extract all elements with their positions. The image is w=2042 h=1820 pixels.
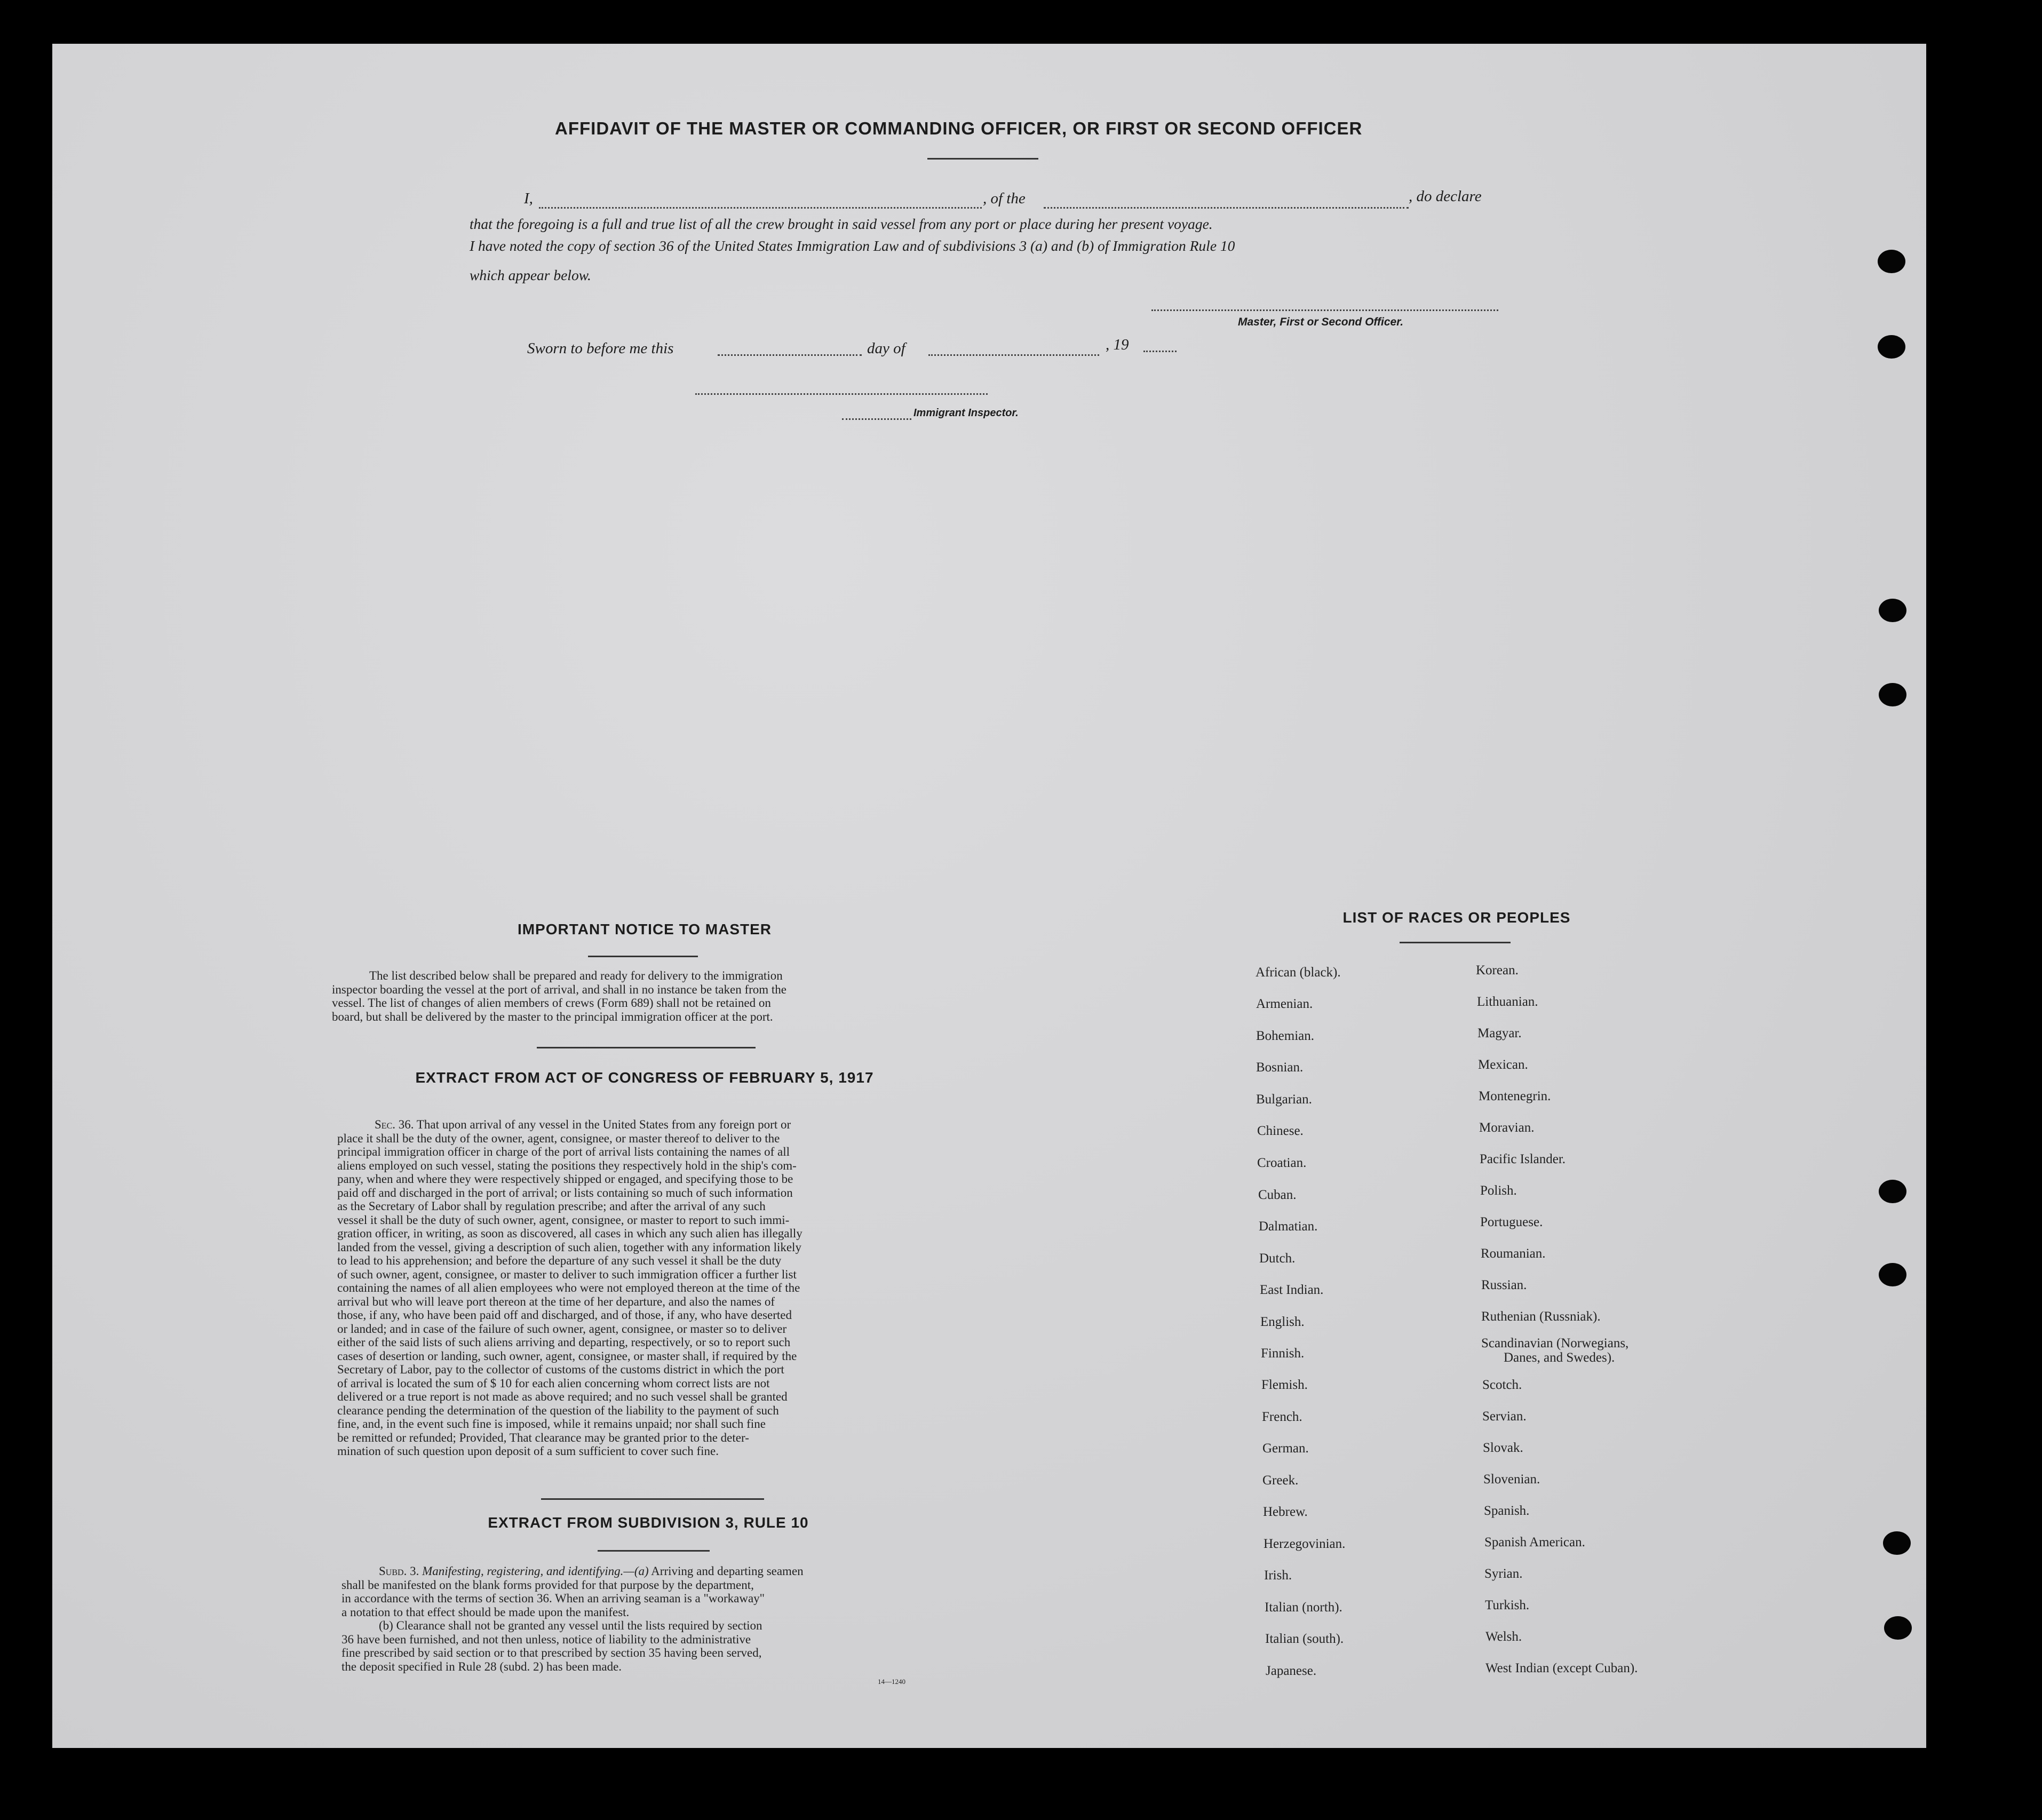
race-item: Korean. [1476, 963, 1519, 977]
act-line: arrival but who will leave port thereon at the time of her departure, and also the names of [337, 1294, 775, 1308]
affidavit-line4: which appear below. [470, 267, 591, 283]
notice-paragraph [332, 969, 959, 1023]
divider [541, 1498, 764, 1500]
act-line [337, 1118, 962, 1132]
race-item: Chinese. [1257, 1124, 1304, 1138]
race-item: German. [1262, 1441, 1309, 1456]
affidavit-declare-label: , do declare [1409, 188, 1482, 205]
notice-line: inspector boarding the vessel at the port of arrival, and shall in no instance be taken from the [332, 982, 787, 996]
rule-line: in accordance with the terms of section 36. When an arriving seaman is a "workaway" [341, 1592, 765, 1605]
affidavit-i-label: I, [524, 190, 533, 207]
inspector-signature-field[interactable] [695, 393, 988, 395]
officer-signature-label: Master, First or Second Officer. [1238, 316, 1404, 328]
race-item: Dutch. [1259, 1251, 1296, 1266]
race-item: Greek. [1262, 1473, 1299, 1488]
race-item: Flemish. [1261, 1378, 1308, 1392]
act-line: paid off and discharged in the port of arrival; or lists containing so much of such information [337, 1186, 793, 1199]
race-item: African (black). [1256, 965, 1341, 980]
form-sheet [52, 44, 1926, 1748]
race-item: Lithuanian. [1477, 995, 1538, 1009]
race-item: Dalmatian. [1259, 1219, 1318, 1234]
race-item: Armenian. [1256, 997, 1313, 1011]
officer-signature-field[interactable] [1151, 309, 1498, 311]
affidavit-line3: I have noted the copy of section 36 of the United States Immigration Law and of subdivisions 3 (a) and (b) of Immigration Rule 10 [470, 237, 1235, 254]
race-item: Ruthenian (Russniak). [1481, 1309, 1601, 1324]
affidavit-title: AFFIDAVIT OF THE MASTER OR COMMANDING OFFICER, OR FIRST OR SECOND OFFICER [555, 118, 1363, 138]
race-item: Finnish. [1261, 1346, 1305, 1361]
rule-line-text: Arriving and departing seamen [648, 1564, 804, 1578]
race-item: East Indian. [1260, 1283, 1324, 1297]
divider [537, 1047, 756, 1048]
act-line: containing the names of all alien employees who were not employed thereon at the time of the [337, 1281, 800, 1294]
act-line: those, if any, who have been paid off and discharged, and of those, if any, who have deserted [337, 1308, 792, 1322]
rule-line: fine prescribed by said section or to that prescribed by section 35 having been served, [341, 1646, 762, 1659]
race-item: Portuguese. [1480, 1215, 1543, 1229]
race-item: Pacific Islander. [1480, 1152, 1566, 1166]
punch-hole [1878, 335, 1905, 359]
race-item: French. [1262, 1410, 1302, 1424]
race-item: Spanish American. [1484, 1535, 1585, 1549]
act-line: of such owner, agent, consignee, or master to deliver to such immigration officer a further list [337, 1267, 797, 1281]
sworn-month-field[interactable] [928, 354, 1099, 356]
punch-hole [1879, 683, 1906, 706]
race-item: Croatian. [1257, 1156, 1307, 1170]
rule-line: shall be manifested on the blank forms provided for that purpose by the department, [341, 1578, 754, 1592]
punch-hole [1884, 1616, 1912, 1640]
inspector-name-field[interactable] [842, 418, 911, 420]
act-line-text: That upon arrival of any vessel in the United States from any foreign port or [414, 1118, 791, 1131]
race-item: Russian. [1481, 1278, 1527, 1292]
race-item: West Indian (except Cuban). [1485, 1661, 1638, 1675]
act-section-paragraph [337, 1118, 962, 1458]
race-item: Herzegovinian. [1264, 1537, 1346, 1551]
affidavit-line2: that the foregoing is a full and true list of all the crew brought in said vessel from any port or place during her present voyage. [470, 216, 1213, 232]
sworn-label: Sworn to before me this [527, 340, 674, 357]
divider [927, 158, 1038, 160]
declarant-name-field[interactable] [539, 207, 982, 209]
act-line: fine, and, in the event such fine is imposed, while it remains unpaid; nor shall such fine [337, 1417, 766, 1430]
sworn-day-of-label: day of [867, 340, 905, 357]
act-title: EXTRACT FROM ACT OF CONGRESS OF FEBRUARY 5, 1917 [415, 1069, 874, 1086]
race-item: Mexican. [1478, 1058, 1528, 1072]
rule-line: (b) Clearance shall not be granted any vessel until the lists required by section [379, 1619, 762, 1632]
inspector-label: Immigrant Inspector. [913, 407, 1019, 419]
punch-hole [1879, 1263, 1906, 1286]
race-item: Slovenian. [1483, 1472, 1540, 1487]
act-line: be remitted or refunded; Provided, That clearance may be granted prior to the deter- [337, 1430, 749, 1444]
rule-title: EXTRACT FROM SUBDIVISION 3, RULE 10 [488, 1514, 809, 1531]
rule-line: 36 have been furnished, and not then unless, notice of liability to the administrative [341, 1632, 751, 1646]
punch-hole [1879, 599, 1906, 622]
act-line: cases of desertion or landing, such owner, agent, consignee, or master shall, if required by the [337, 1349, 797, 1363]
races-title: LIST OF RACES OR PEOPLES [1342, 909, 1571, 926]
rule-paragraph [341, 1564, 967, 1673]
subd-heading: Manifesting, registering, and identifying.—(a) [419, 1564, 649, 1578]
notice-line: The list described below shall be prepared and ready for delivery to the immigration [369, 969, 783, 982]
vessel-name-field[interactable] [1044, 207, 1409, 209]
act-line: Secretary of Labor, pay to the collector of customs of the customs district in which the port [337, 1363, 784, 1376]
divider [1400, 942, 1511, 943]
affidavit-of-label: , of the [983, 190, 1026, 207]
race-item: Hebrew. [1263, 1505, 1308, 1519]
race-item: Italian (north). [1265, 1600, 1342, 1615]
race-item: Syrian. [1484, 1567, 1523, 1581]
race-item: Bulgarian. [1256, 1092, 1312, 1107]
act-line: aliens employed on such vessel, stating the positions they respectively hold in the ship's com- [337, 1158, 797, 1172]
race-item: Bohemian. [1256, 1029, 1315, 1043]
race-item: Irish. [1264, 1568, 1292, 1583]
punch-hole [1878, 250, 1905, 273]
notice-line: board, but shall be delivered by the master to the principal immigration officer at the port. [332, 1010, 773, 1023]
form-number: 14—1240 [878, 1678, 905, 1686]
race-item: Moravian. [1479, 1120, 1535, 1135]
act-line: of arrival is located the sum of $ 10 for each alien concerning whom correct lists are not [337, 1376, 770, 1390]
act-line: clearance pending the determination of the question of the liability to the payment of such [337, 1403, 779, 1417]
sworn-day-field[interactable] [718, 354, 862, 356]
notice-line: vessel. The list of changes of alien members of crews (Form 689) shall not be retained on [332, 996, 771, 1010]
sworn-year-field[interactable] [1143, 351, 1177, 352]
act-line: landed from the vessel, giving a description of such alien, together with any information likely [337, 1240, 801, 1254]
sec-label: Sec. 36. [375, 1118, 414, 1131]
act-line: gration officer, in writing, as soon as discovered, all cases in which any such alien has illegally [337, 1227, 803, 1240]
act-line: place it shall be the duty of the owner, agent, consignee, or master thereof to deliver to the [337, 1131, 780, 1145]
rule-line: a notation to that effect should be made upon the manifest. [341, 1605, 630, 1619]
race-item: Scotch. [1482, 1378, 1522, 1392]
rule-line [341, 1564, 967, 1578]
sworn-year-label: , 19 [1106, 336, 1129, 353]
act-line: delivered or a true report is not made as above required; and no such vessel shall be granted [337, 1390, 788, 1403]
race-item: Japanese. [1266, 1664, 1317, 1678]
notice-title: IMPORTANT NOTICE TO MASTER [517, 921, 772, 937]
punch-hole [1883, 1531, 1911, 1555]
race-item: English. [1260, 1315, 1305, 1329]
act-line: either of the said lists of such aliens arriving and departing, respectively, or so to report such [337, 1336, 791, 1349]
race-item: Spanish. [1484, 1504, 1530, 1518]
act-line: mination of such question upon deposit of a sum sufficient to cover such fine. [337, 1444, 719, 1458]
race-item: Servian. [1482, 1409, 1527, 1424]
race-item: Welsh. [1485, 1630, 1522, 1644]
race-item: Bosnian. [1256, 1060, 1304, 1075]
divider [598, 1550, 710, 1552]
act-line: to lead to his apprehension; and before the departure of any such vessel it shall be the duty [337, 1254, 782, 1267]
race-item: Danes, and Swedes). [1504, 1350, 1615, 1365]
punch-hole [1879, 1180, 1906, 1203]
race-item: Roumanian. [1481, 1246, 1546, 1261]
subd-label: Subd. 3. [379, 1564, 419, 1578]
race-item: Turkish. [1485, 1598, 1530, 1612]
act-line: pany, when and where they were respectively shipped or engaged, and specifying those to be [337, 1172, 793, 1186]
race-item: Montenegrin. [1479, 1089, 1551, 1103]
divider [588, 956, 698, 957]
race-item: Scandinavian (Norwegians, [1481, 1336, 1629, 1350]
act-line: principal immigration officer in charge of the port of arrival lists containing the names of all [337, 1145, 790, 1158]
rule-line: the deposit specified in Rule 28 (subd. 2) has been made. [341, 1659, 622, 1673]
race-item: Slovak. [1483, 1441, 1523, 1455]
race-item: Italian (south). [1265, 1632, 1344, 1646]
act-line: or landed; and in case of the failure of such owner, agent, consignee, or master so to deliver [337, 1322, 787, 1336]
race-item: Cuban. [1258, 1188, 1297, 1202]
act-line: as the Secretary of Labor shall by regulation prescribe; and after the arrival of any such [337, 1199, 766, 1213]
race-item: Magyar. [1477, 1026, 1522, 1040]
act-line: vessel it shall be the duty of such owner, agent, consignee, or master to report to such immi- [337, 1213, 790, 1227]
race-item: Polish. [1480, 1183, 1517, 1198]
